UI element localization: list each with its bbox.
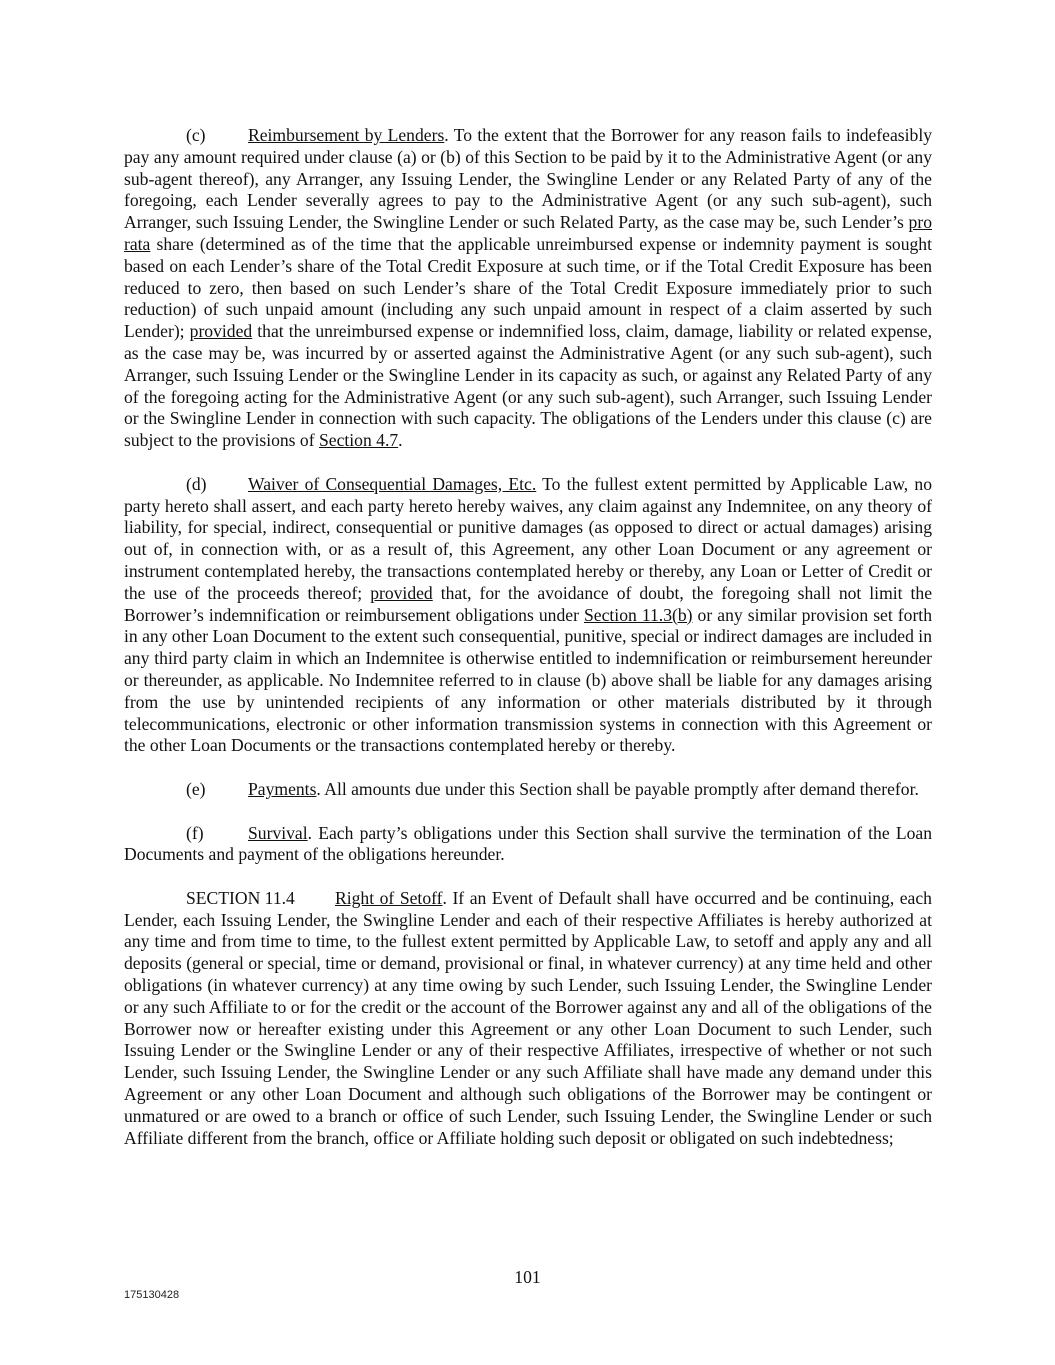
page-number: 101 bbox=[514, 1267, 541, 1287]
paragraph-text: share (determined as of the time that the applicable unreimbursed expense or indemnity payment is sought based on each Lender’s share of the Total Credit Exposure at such time, or if the Total Credit Exposure has been reduced to zero, then based on such Lender’s share of the Total Credit Exposure immediately prior to such reduction) of such unpaid amount (including any such unpaid amount in respect of a claim asserted by such Lender); bbox=[124, 233, 932, 342]
paragraph-text: To the fullest extent permitted by Applicable Law, no party hereto shall assert, and each party hereto hereby waives, any claim against any Indemnitee, on any theory of liability, for special, indirect, consequential or punitive damages (as opposed to direct or actual damages) arising out of, in connection with, or as a result of, this Agreement, any other Loan Document or any agreement or instrument contemplated hereby, the transactions contemplated hereby or thereby, any Loan or Letter of Credit or the use of the proceeds thereof; bbox=[124, 473, 932, 603]
italic-term: rata bbox=[124, 233, 151, 254]
paragraph-text: that, for the avoidance of doubt, the foregoing shall not limit the Borrower’s indemnification or reimbursement obligations under bbox=[124, 582, 932, 625]
paragraph-text: . If an Event of Default shall have occurred and be continuing, each Lender, each Issuing Lender, the Swingline Lender and each of their respective Affiliates is hereby authorized at any time and from time to time, to the fullest extent permitted by Applicable Law, to setoff and apply any and all deposits (general or special, time or demand, provisional or final, in whatever currency) at any time held and other obligations (in whatever currency) at any time owing by such Lender, such Issuing Lender, the Swingline Lender or any such Affiliate to or for the credit or the account of the Borrower against any and all of the obligations of the Borrower now or hereafter existing under this Agreement or any other Loan Document to such Lender, such Issuing Lender or the Swingline Lender or any of their respective Affiliates, irrespective of whether or not such Lender, such Issuing Lender, the Swingline Lender or any such Affiliate shall have made any demand under this Agreement or any other Loan Document and although such obligations of the Borrower may be contingent or unmatured or are owed to a branch or office of such Lender, such Issuing Lender, the Swingline Lender or such Affiliate different from the branch, office or Affiliate holding such deposit or obligated on such indebtedness; bbox=[124, 887, 932, 1148]
paragraph-heading: Survival bbox=[248, 822, 308, 843]
paragraph-c bbox=[124, 125, 932, 452]
paragraph-heading: Waiver of Consequential Damages, Etc. bbox=[248, 473, 537, 494]
section-11-4 bbox=[124, 888, 932, 1150]
paragraph-label: (c) bbox=[186, 125, 206, 145]
paragraph-text: . All amounts due under this Section shall be payable promptly after demand therefor. bbox=[316, 778, 919, 799]
section-reference: Section 4.7 bbox=[318, 430, 399, 451]
paragraph-text: or any similar provision set forth in any other Loan Document to the extent such consequential, punitive, special or indirect damages are included in any third party claim in which an Indemnitee is otherwise entitled to indemnification or reimbursement hereunder or thereunder, as applicable. No Indemnitee referred to in clause (b) above shall be liable for any damages arising from the use by unintended recipients of any information or other materials distributed by it through telecommunications, electronic or other information transmission systems in connection with this Agreement or the other Loan Documents or the transactions contemplated hereby or thereby. bbox=[124, 604, 932, 756]
section-label: SECTION 11.4 bbox=[186, 887, 295, 908]
provided-term: provided bbox=[189, 321, 253, 342]
italic-term: pro bbox=[908, 212, 932, 233]
paragraph-text: . Each party’s obligations under this Section shall survive the termination of the Loan Documents and payment of the obligations hereunder. bbox=[124, 822, 932, 865]
paragraph-label: (e) bbox=[186, 778, 206, 799]
paragraph-label: (f) bbox=[186, 822, 204, 843]
paragraph-heading: Reimbursement by Lenders bbox=[248, 125, 445, 145]
section-heading: Right of Setoff bbox=[335, 887, 443, 908]
provided-term: provided bbox=[370, 582, 433, 603]
document-body bbox=[124, 125, 932, 1171]
paragraph-f bbox=[124, 823, 932, 867]
paragraph-label: (d) bbox=[186, 473, 207, 494]
document-id: 175130428 bbox=[124, 1289, 180, 1301]
paragraph-text: . To the extent that the Borrower for any reason fails to indefeasibly pay any amount required under clause (a) or (b) of this Section to be paid by it to the Administrative Agent (or any sub-agent thereof), any Arranger, any Issuing Lender, the Swingline Lender or any Related Party of any of the foregoing, each Lender severally agrees to pay to the Administrative Agent (or any such sub-agent), such Arranger, such Issuing Lender, the Swingline Lender or such Related Party, as the case may be, such Lender’s bbox=[124, 125, 933, 233]
paragraph-d bbox=[124, 474, 932, 757]
paragraph-text: that the unreimbursed expense or indemnified loss, claim, damage, liability or related expense, as the case may be, was incurred by or asserted against the Administrative Agent (or any such sub-agent), such Arranger, such Issuing Lender or the Swingline Lender in its capacity as such, or against any Related Party of any of the foregoing acting for the Administrative Agent (or any such sub-agent), such Arranger, such Issuing Lender or the Swingline Lender in connection with such capacity. The obligations of the Lenders under this clause (c) are subject to the provisions of bbox=[124, 321, 932, 451]
paragraph-text: . bbox=[398, 430, 403, 451]
section-reference: Section 11.3(b) bbox=[584, 604, 693, 625]
paragraph-heading: Payments bbox=[248, 778, 317, 799]
paragraph-e bbox=[124, 779, 932, 801]
